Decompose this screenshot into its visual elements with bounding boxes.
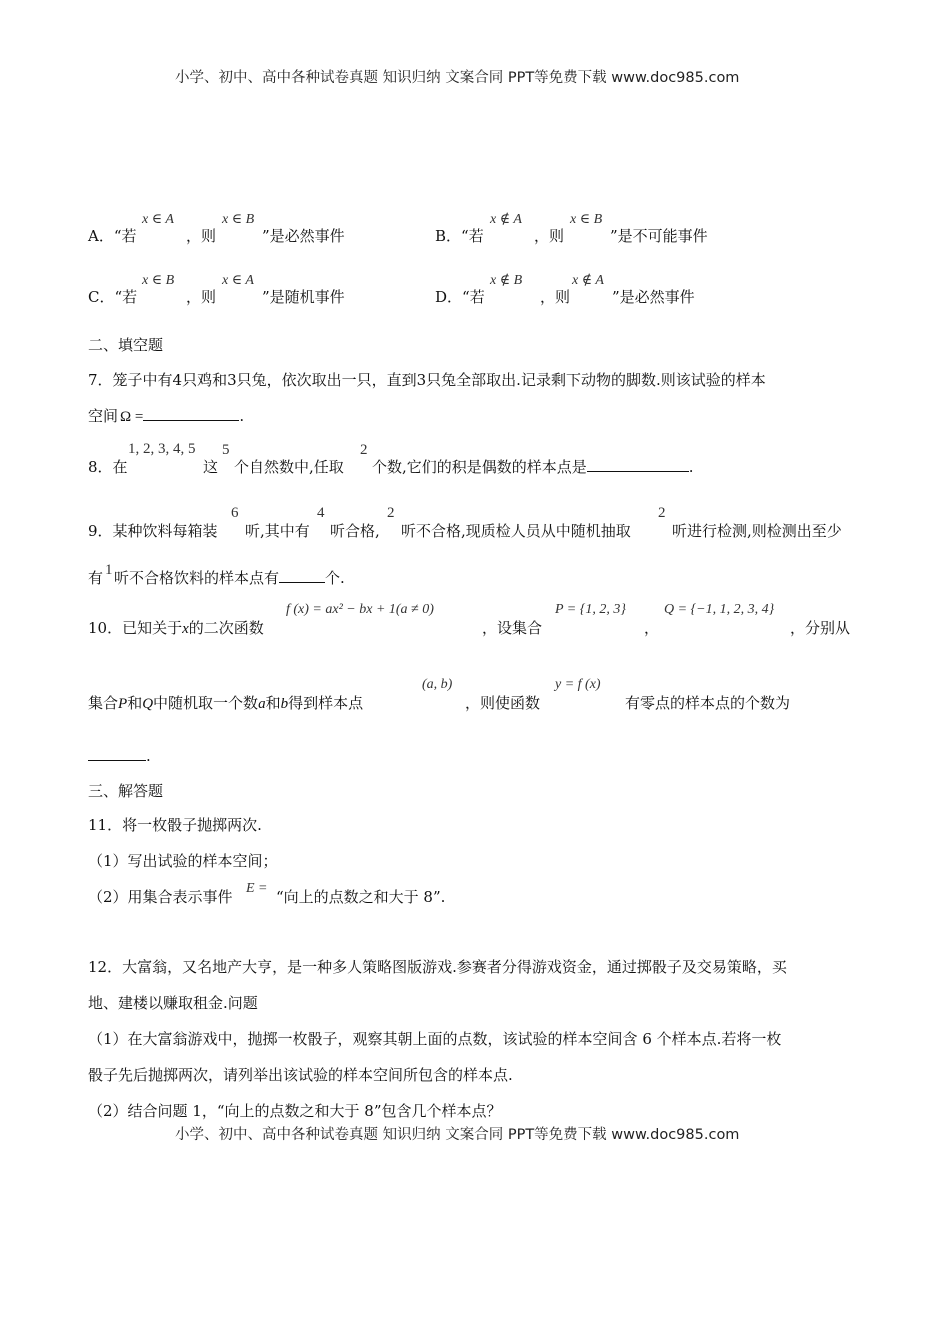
option-a-result: x ∈ B xyxy=(222,212,255,227)
option-b-prefix: B．“若 xyxy=(435,227,484,245)
option-a-condition: x ∈ A xyxy=(142,212,174,227)
q8-mid: 个自然数中,任取 xyxy=(234,458,344,476)
q7-answer-blank xyxy=(143,406,239,421)
q10-answer-blank xyxy=(88,746,146,761)
q12-part1-line1: （1）在大富翁游戏中，抛掷一枚骰子，观察其朝上面的点数，该试验的样本空间含 6 个样本点.若将一枚 xyxy=(88,1030,782,1048)
option-c-suffix: ”是随机事件 xyxy=(262,288,345,306)
q10-set-p: P = {1, 2, 3} xyxy=(555,602,626,617)
q10-line2-c: 中随机取一个数 xyxy=(153,694,259,712)
q10-comma: ， xyxy=(644,619,660,637)
q12-part1-line2: 骰子先后抛掷两次，请列举出该试验的样本空间所包含的样本点. xyxy=(88,1066,513,1084)
page-header: 小学、初中、高中各种试卷真题 知识归纳 文案合同 PPT等免费下载 www.doc985.com xyxy=(175,70,740,86)
q9-six: 6 xyxy=(231,505,239,521)
option-c-condition: x ∈ B xyxy=(142,273,175,288)
q10-post: ，分别从 xyxy=(790,619,851,637)
q10-x: x xyxy=(182,621,189,637)
q8-answer-blank xyxy=(587,457,689,472)
q10-set-prefix: ，设集合 xyxy=(482,619,543,637)
option-a-suffix: ”是必然事件 xyxy=(262,227,345,245)
q12-part2: （2）结合问题 1，“向上的点数之和大于 8”包含几个样本点？ xyxy=(88,1102,502,1120)
q10-function: f (x) = ax² − bx + 1(a ≠ 0) xyxy=(286,602,434,617)
q9-line2-text: 听不合格饮料的样本点有 xyxy=(114,569,280,587)
q9-one: 1 xyxy=(105,562,113,578)
option-d-condition: x ∉ B xyxy=(490,273,523,288)
option-c-prefix: C．“若 xyxy=(88,288,138,306)
q8-zhe: 这 xyxy=(203,458,219,476)
q7-line2-end: . xyxy=(239,407,245,425)
q10-set-q: Q = {−1, 1, 2, 3, 4} xyxy=(664,602,775,617)
q10-q: Q xyxy=(142,696,154,712)
q7-line2-prefix: 空间 xyxy=(88,407,119,425)
option-d-then: ，则 xyxy=(540,288,571,306)
q9-prefix: 9．某种饮料每箱装 xyxy=(88,522,218,540)
q9-line2-prefix: 有 xyxy=(88,569,104,587)
option-b-then: ，则 xyxy=(534,227,565,245)
q9-two: 2 xyxy=(387,505,395,521)
q11-title: 11．将一枚骰子抛掷两次. xyxy=(88,816,262,834)
q9-line2 xyxy=(114,568,345,588)
q7-omega: Ω = xyxy=(120,409,144,425)
option-d-result: x ∉ A xyxy=(572,273,604,288)
q10-line2-g: 有零点的样本点的个数为 xyxy=(625,694,791,712)
q10-prefix-text: 10．已知关于 xyxy=(88,619,183,637)
section-heading-solve: 三、解答题 xyxy=(88,782,164,800)
option-b-result: x ∈ B xyxy=(570,212,603,227)
q10-line3 xyxy=(88,746,151,766)
q7-line2 xyxy=(88,406,244,427)
q10-line2-a: 集合 xyxy=(88,694,119,712)
q9-four: 4 xyxy=(317,505,325,521)
q9-a: 听,其中有 xyxy=(245,522,310,540)
q8-end: . xyxy=(688,458,694,476)
q8-prefix: 8．在 xyxy=(88,458,128,476)
q9-b: 听合格, xyxy=(330,522,380,540)
q10-mid: 的二次函数 xyxy=(188,619,264,637)
q11-event-e: E = xyxy=(246,881,268,896)
q11-part2-suffix: “向上的点数之和大于 8”. xyxy=(276,888,446,906)
option-d-prefix: D．“若 xyxy=(435,288,485,306)
q8-post xyxy=(372,457,694,477)
option-d-suffix: ”是必然事件 xyxy=(612,288,695,306)
q10-b: b xyxy=(280,696,289,712)
q10-line2-f: ，则使函数 xyxy=(465,694,541,712)
option-b-condition: x ∉ A xyxy=(490,212,522,227)
q10-line2-b: 和 xyxy=(127,694,143,712)
q10-line2-part1 xyxy=(88,693,363,714)
option-c-result: x ∈ A xyxy=(222,273,254,288)
q10-line2-d: 和 xyxy=(265,694,281,712)
q8-count-five: 5 xyxy=(222,442,230,458)
q11-part1: （1）写出试验的样本空间； xyxy=(88,852,278,870)
page-footer: 小学、初中、高中各种试卷真题 知识归纳 文案合同 PPT等免费下载 www.doc985.com xyxy=(175,1127,740,1143)
q9-c: 听不合格,现质检人员从中随机抽取 xyxy=(401,522,631,540)
q8-count-two: 2 xyxy=(360,442,368,458)
q10-a: a xyxy=(258,696,266,712)
q12-line1: 12．大富翁，又名地产大亨，是一种多人策略图版游戏.参赛者分得游戏资金，通过掷骰子及交易策略，买 xyxy=(88,958,787,976)
q11-part2-prefix: （2）用集合表示事件 xyxy=(88,888,233,906)
q8-set: 1, 2, 3, 4, 5 xyxy=(128,441,196,457)
q9-line2-end: 个. xyxy=(325,569,345,587)
q7-line1: 7．笼子中有4只鸡和3只兔，依次取出一只，直到3只兔全部取出.记录剩下动物的脚数.则该试验的样本 xyxy=(88,371,766,389)
q9-two-b: 2 xyxy=(658,505,666,521)
q10-y-function: y = f (x) xyxy=(555,677,601,692)
q9-d: 听进行检测,则检测出至少 xyxy=(672,522,842,540)
option-b-suffix: ”是不可能事件 xyxy=(610,227,708,245)
section-heading-fill-in: 二、填空题 xyxy=(88,336,164,354)
q10-sample-point: (a, b) xyxy=(422,677,453,692)
q10-line2-e: 得到样本点 xyxy=(288,694,364,712)
q9-answer-blank xyxy=(279,568,325,583)
q10-prefix xyxy=(88,618,264,639)
option-a-prefix: A．“若 xyxy=(88,227,137,245)
option-a-then: ，则 xyxy=(186,227,217,245)
q10-end: . xyxy=(146,747,151,765)
q10-p: P xyxy=(118,696,128,712)
q12-line2: 地、建楼以赚取租金.问题 xyxy=(88,994,258,1012)
q8-post-text: 个数,它们的积是偶数的样本点是 xyxy=(372,458,587,476)
option-c-then: ，则 xyxy=(186,288,217,306)
